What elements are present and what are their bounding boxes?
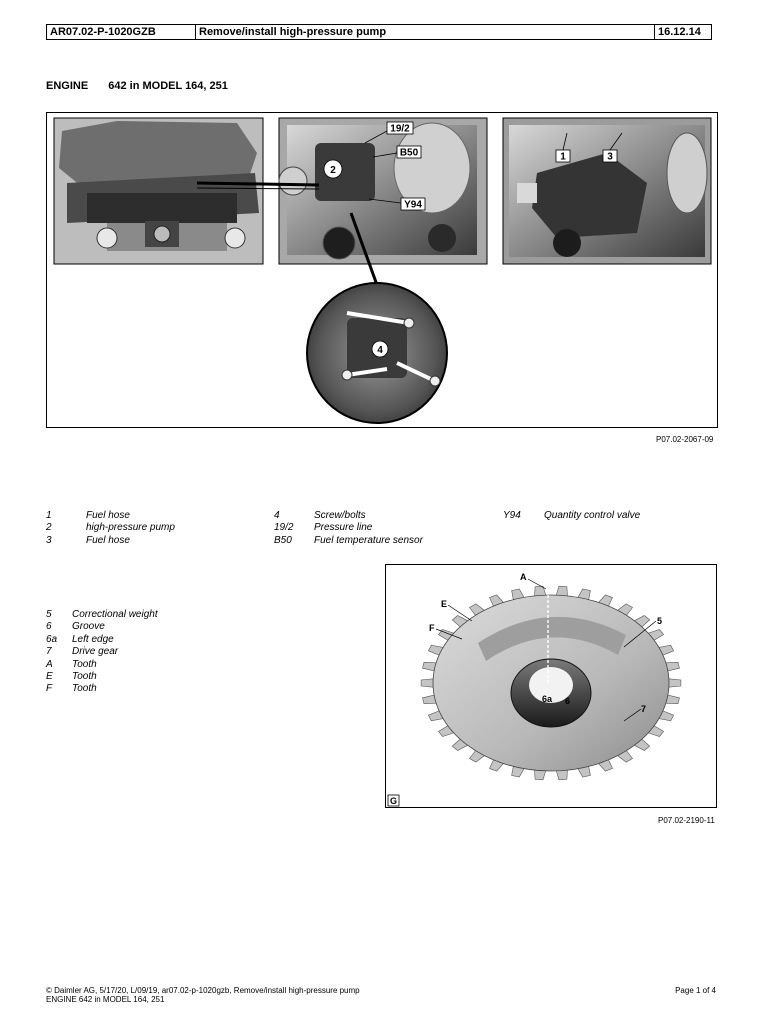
callout-2: 2 xyxy=(330,165,336,176)
callout-19-2: 19/2 xyxy=(390,123,410,135)
legend-item: A Tooth xyxy=(46,658,97,670)
legend-item: 2 high-pressure pump xyxy=(46,522,175,534)
legend-item: Y94 Quantity control valve xyxy=(503,510,641,521)
callout-f: F xyxy=(429,623,435,633)
footer-engine: ENGINE 642 in MODEL 164, 251 xyxy=(46,995,165,1004)
legend-item: 6 Groove xyxy=(46,621,105,633)
doc-id: AR07.02-P-1020GZB xyxy=(47,25,196,39)
legend-item: B50 Fuel temperature sensor xyxy=(274,534,423,546)
footer-copyright: © Daimler AG, 5/17/20, L/09/19, ar07.02-p-1020gzb, Remove/install high-pressure pump xyxy=(46,986,360,995)
legend-item: 1 Fuel hose xyxy=(46,510,130,521)
doc-title: Remove/install high-pressure pump xyxy=(196,25,655,39)
callout-e: E xyxy=(441,599,448,609)
callout-5: 5 xyxy=(657,616,663,626)
legend-item: 3 Fuel hose xyxy=(46,534,130,546)
figure2-corner-label: G xyxy=(389,796,398,806)
callout-b50: B50 xyxy=(399,147,419,159)
engine-label: ENGINE xyxy=(46,80,89,92)
callout-1: 1 xyxy=(560,151,566,163)
callout-4: 4 xyxy=(377,345,383,356)
legend-col3 xyxy=(503,510,640,522)
photo-pump-closeup xyxy=(279,118,487,264)
doc-date: 16.12.14 xyxy=(658,26,701,38)
legend-col1 xyxy=(46,510,175,547)
footer xyxy=(46,986,360,1004)
legend-item: 6a Left edge xyxy=(46,633,114,645)
engine-line xyxy=(46,80,228,92)
photo-fuel-hoses xyxy=(503,118,711,264)
legend-item: 7 Drive gear xyxy=(46,646,119,658)
photo-engine-bay xyxy=(54,118,263,264)
legend-item: 5 Correctional weight xyxy=(46,609,158,620)
legend-item: 19/2 Pressure line xyxy=(274,522,373,534)
figure1-id: P07.02-2067-09 xyxy=(656,435,714,444)
engine-model: 642 in MODEL 164, 251 xyxy=(108,80,228,92)
figure-drive-gear-art xyxy=(386,565,716,807)
legend-col2 xyxy=(274,510,423,547)
callout-7: 7 xyxy=(641,704,647,714)
legend-item: F Tooth xyxy=(46,683,97,695)
callout-6: 6 xyxy=(565,696,571,706)
legend-item: E Tooth xyxy=(46,670,97,682)
callout-6a: 6a xyxy=(542,694,553,704)
figure-drive-gear xyxy=(385,564,717,808)
figure2-id: P07.02-2190-11 xyxy=(658,816,715,825)
figure-pump-location-art xyxy=(47,113,717,427)
legend-gear xyxy=(46,609,158,696)
legend-item: 4 Screw/bolts xyxy=(274,510,366,521)
callout-3: 3 xyxy=(607,151,613,163)
document-header xyxy=(46,24,712,40)
figure-pump-location xyxy=(46,112,718,428)
callout-a: A xyxy=(520,572,527,582)
page-number: Page 1 of 4 xyxy=(675,986,716,995)
callout-y94: Y94 xyxy=(404,199,422,211)
